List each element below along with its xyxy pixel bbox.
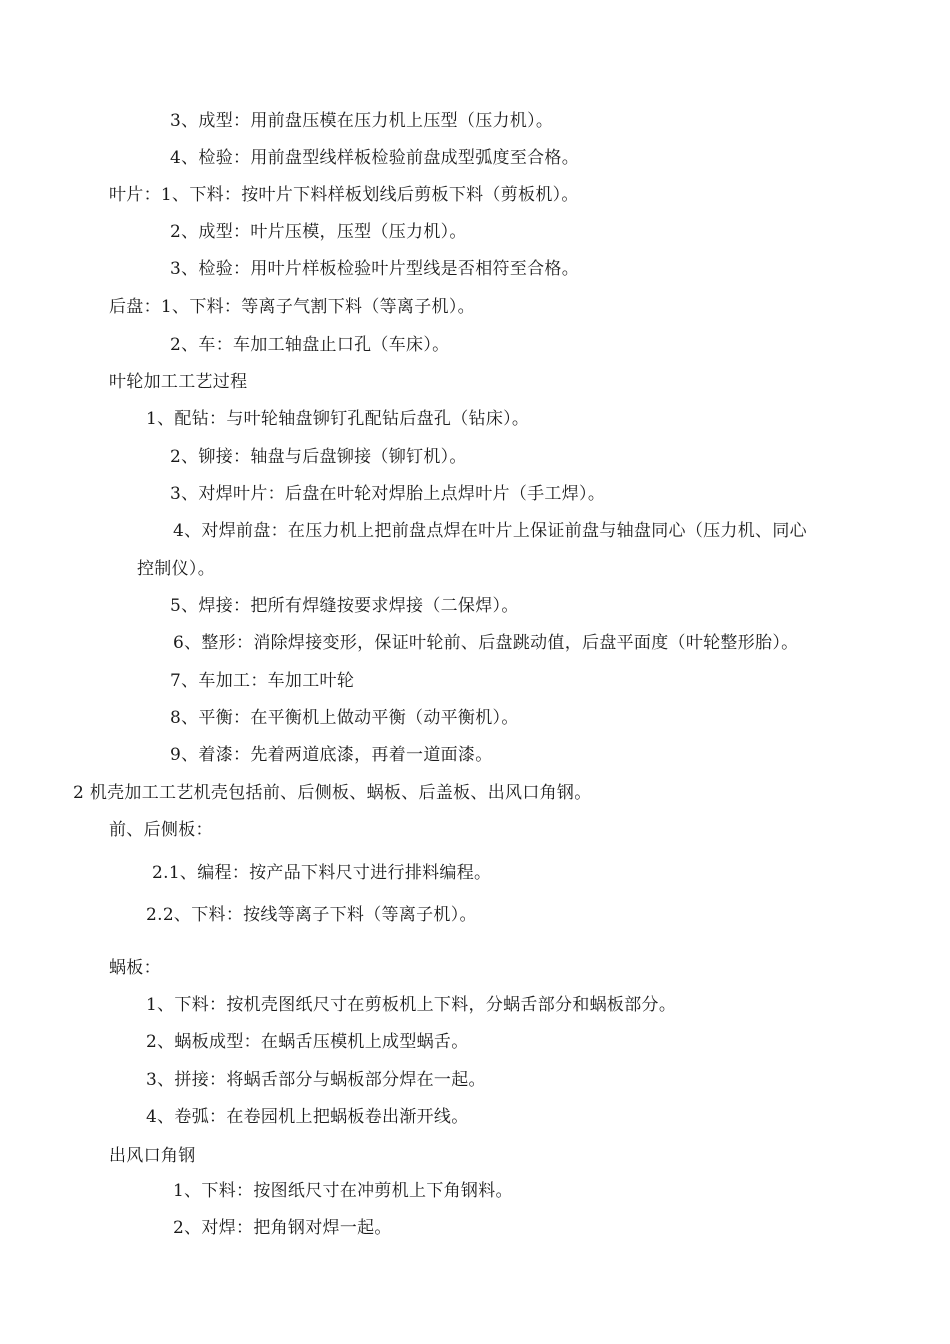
text-line: 控制仪）。 <box>137 559 215 579</box>
subsection-heading: 前、后侧板： <box>109 820 213 840</box>
text-line: 叶片：1、下料：按叶片下料样板划线后剪板下料（剪板机）。 <box>109 185 579 205</box>
text-line: 2.2、下料：按线等离子下料（等离子机）。 <box>146 905 477 925</box>
text-line: 9、着漆：先着两道底漆，再着一道面漆。 <box>170 745 493 765</box>
text-line: 1、配钻：与叶轮轴盘铆钉孔配钻后盘孔（钻床）。 <box>146 409 530 429</box>
text-line: 2、铆接：轴盘与后盘铆接（铆钉机）。 <box>170 447 467 467</box>
text-line: 1、下料：按机壳图纸尺寸在剪板机上下料，分蜗舌部分和蜗板部分。 <box>146 995 677 1015</box>
text-line: 6、整形：消除焊接变形，保证叶轮前、后盘跳动值，后盘平面度（叶轮整形胎）。 <box>173 633 799 653</box>
text-line: 7、车加工：车加工叶轮 <box>170 671 355 691</box>
text-line: 2、对焊：把角钢对焊一起。 <box>173 1218 392 1238</box>
text-line: 8、平衡：在平衡机上做动平衡（动平衡机）。 <box>170 708 519 728</box>
text-line: 2.1、编程：按产品下料尺寸进行排料编程。 <box>152 863 492 883</box>
text-line: 3、成型：用前盘压模在压力机上压型（压力机）。 <box>170 111 554 131</box>
section-heading: 2 机壳加工工艺机壳包括前、后侧板、蜗板、后盖板、出风口角钢。 <box>73 783 592 803</box>
text-line: 2、车：车加工轴盘止口孔（车床）。 <box>170 335 450 355</box>
text-line: 2、成型：叶片压模，压型（压力机）。 <box>170 222 467 242</box>
text-line: 5、焊接：把所有焊缝按要求焊接（二保焊）。 <box>170 596 519 616</box>
text-line: 3、检验：用叶片样板检验叶片型线是否相符至合格。 <box>170 259 580 279</box>
section-heading: 叶轮加工工艺过程 <box>109 372 248 392</box>
subsection-heading: 出风口角钢 <box>109 1146 196 1166</box>
text-line: 2、蜗板成型：在蜗舌压模机上成型蜗舌。 <box>146 1032 469 1052</box>
text-line: 4、检验：用前盘型线样板检验前盘成型弧度至合格。 <box>170 148 580 168</box>
text-line: 3、对焊叶片：后盘在叶轮对焊胎上点焊叶片（手工焊）。 <box>170 484 606 504</box>
text-line: 1、下料：按图纸尺寸在冲剪机上下角钢料。 <box>173 1181 513 1201</box>
text-line: 3、拼接：将蜗舌部分与蜗板部分焊在一起。 <box>146 1070 486 1090</box>
subsection-heading: 蜗板： <box>109 958 161 978</box>
text-line: 4、对焊前盘：在压力机上把前盘点焊在叶片上保证前盘与轴盘同心（压力机、同心 <box>173 521 807 541</box>
text-line: 4、卷弧：在卷园机上把蜗板卷出渐开线。 <box>146 1107 469 1127</box>
text-line: 后盘：1、下料：等离子气割下料（等离子机）。 <box>109 297 475 317</box>
